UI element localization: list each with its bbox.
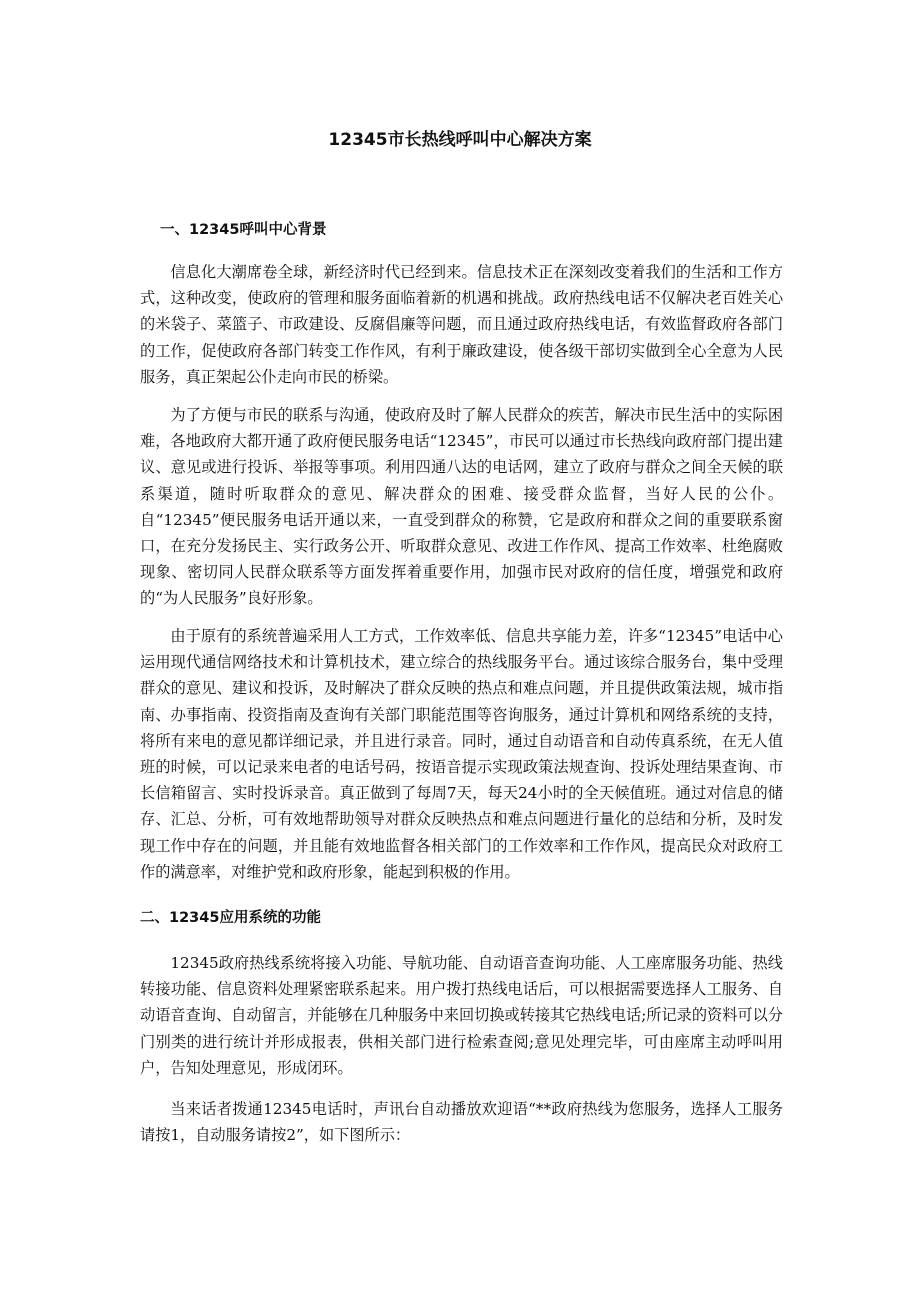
- paragraph-background-3: 由于原有的系统普遍采用人工方式，工作效率低、信息共享能力差，许多“12345”电话中心运用现代通信网络技术和计算机技术，建立综合的热线服务平台。通过该综合服务台，集中受理群众的意见、建议和投诉，及时解决了群众反映的热点和难点问题，并且提供政策法规，城市指南、办事指南、投资指南及查询有关部门职能范围等咨询服务，通过计算机和网络系统的支持，将所有来电的意见都详细记录，并且进行录音。同时，通过自动语音和自动传真系统，在无人值班的时候，可以记录来电者的电话号码，按语音提示实现政策法规查询、投诉处理结果查询、市长信箱留言、实时投诉录音。真正做到了每周7天，每天24小时的全天候值班。通过对信息的储存、汇总、分析，可有效地帮助领导对群众反映热点和难点问题进行量化的总结和分析，及时发现工作中存在的问题，并且能有效地监督各相关部门的工作效率和工作作风，提高民众对政府工作的满意率，对维护党和政府形象，能起到积极的作用。: [140, 627, 783, 881]
- section-heading-functions: 二、12345应用系统的功能: [140, 910, 321, 926]
- paragraph-functions-1: 12345政府热线系统将接入功能、导航功能、自动语音查询功能、人工座席服务功能、热线转接功能、信息资料处理紧密联系起来。用户拨打热线电话后，可以根据需要选择人工服务、自动语音查询、自动留言，并能够在几种服务中来回切换或转接其它热线电话;所记录的资料可以分门别类的进行统计并形成报表，供相关部门进行检索查阅;意见处理完毕，可由座席主动呼叫用户，告知处理意见，形成闭环。: [140, 954, 783, 1077]
- paragraph-background-2: 为了方便与市民的联系与沟通，使政府及时了解人民群众的疾苦，解决市民生活中的实际困难，各地政府大都开通了政府便民服务电话“12345”，市民可以通过市长热线向政府部门提出建议、意见或进行投诉、举报等事项。利用四通八达的电话网，建立了政府与群众之间全天候的联系渠道，随时听取群众的意见、解决群众的困难、接受群众监督，当好人民的公仆。自“12345”便民服务电话开通以来，一直受到群众的称赞，它是政府和群众之间的重要联系窗口，在充分发扬民主、实行政务公开、听取群众意见、改进工作作风、提高工作效率、杜绝腐败现象、密切同人民群众联系等方面发挥着重要作用，加强市民对政府的信任度，增强党和政府的“为人民服务”良好形象。: [140, 406, 783, 608]
- section-heading-background: 一、12345呼叫中心背景: [160, 222, 327, 238]
- paragraph-functions-2: 当来话者拨通12345电话时，声讯台自动播放欢迎语“**政府热线为您服务，选择人工服务请按1，自动服务请按2”，如下图所示：: [140, 1100, 783, 1145]
- paragraph-background-1: 信息化大潮席卷全球，新经济时代已经到来。信息技术正在深刻改变着我们的生活和工作方式，这种改变，使政府的管理和服务面临着新的机遇和挑战。政府热线电话不仅解决老百姓关心的米袋子、菜篮子、市政建设、反腐倡廉等问题，而且通过政府热线电话，有效监督政府各部门的工作，促使政府各部门转变工作作风，有利于廉政建设，使各级干部切实做到全心全意为人民服务，真正架起公仆走向市民的桥梁。: [140, 263, 783, 386]
- document-title: 12345市长热线呼叫中心解决方案: [328, 130, 592, 150]
